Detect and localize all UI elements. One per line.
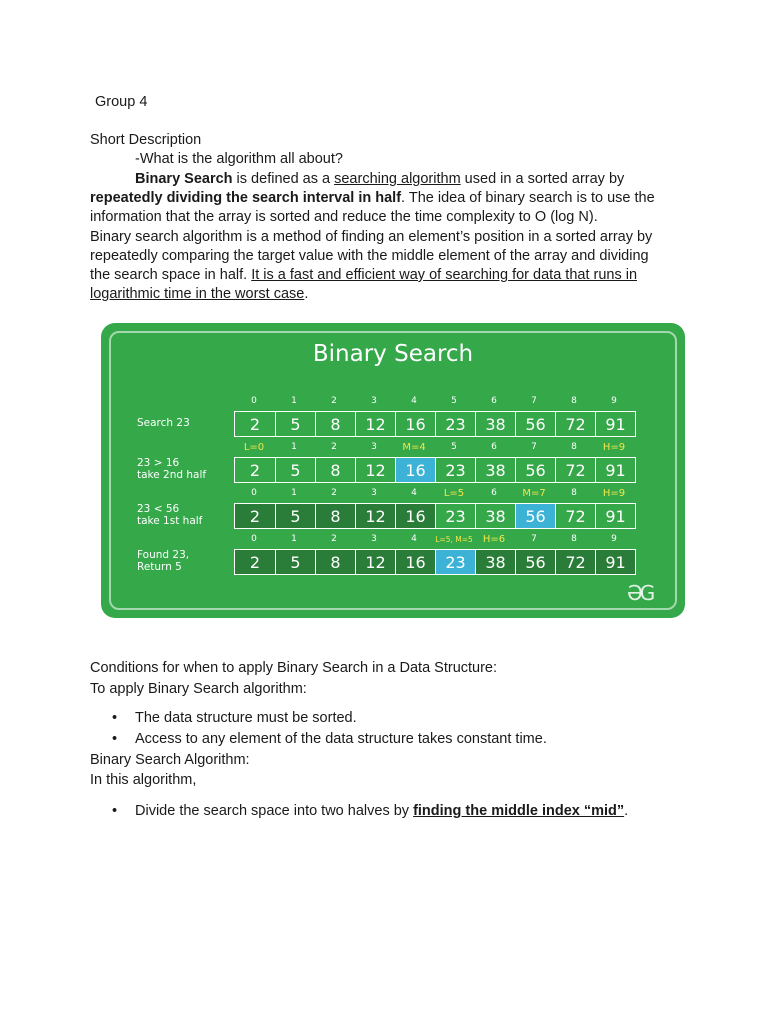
array-cell: 5	[275, 458, 315, 482]
pointer-label: L=5, M=5	[435, 535, 473, 544]
p1-text-f: . The idea of binary search is to use the	[401, 190, 655, 206]
index-label: 8	[571, 534, 577, 544]
binary-search-figure	[101, 323, 685, 618]
index-label: 3	[371, 488, 377, 498]
array-cell: 38	[475, 412, 515, 436]
geeksforgeeks-logo: ƏG	[627, 581, 653, 605]
pointer-label: H=9	[602, 488, 626, 499]
array-cell: 8	[315, 412, 355, 436]
paragraph2-line4	[90, 285, 308, 305]
p1-text-b: is defined as a	[232, 171, 335, 187]
index-label: 2	[331, 442, 337, 452]
array-cell: 56	[515, 412, 555, 436]
array-cell: 72	[555, 458, 595, 482]
array-cell: 2	[235, 550, 275, 574]
group-label: Group 4	[95, 94, 148, 110]
array-cell: 91	[595, 458, 635, 482]
paragraph2-line1: Binary search algorithm is a method of finding an element’s position in a sorted array by	[90, 229, 653, 245]
array-cell: 56	[515, 458, 555, 482]
array-cell: 8	[315, 458, 355, 482]
array-cell: 16	[395, 504, 435, 528]
row-label: Found 23, Return 5	[137, 549, 190, 573]
paragraph2-line2: repeatedly comparing the target value with the middle element of the array and dividing	[90, 248, 649, 264]
index-label: 4	[411, 488, 417, 498]
step1-emphasis: finding the middle index “mid”	[413, 803, 625, 819]
array-cell: 91	[595, 504, 635, 528]
index-label: 6	[491, 488, 497, 498]
array-cell: 8	[315, 550, 355, 574]
array-cell: 23	[435, 458, 475, 482]
paragraph1-line3: information that the array is sorted and reduce the time complexity to O (log N).	[90, 209, 598, 225]
array-cell: 38	[475, 458, 515, 482]
index-label: 3	[371, 396, 377, 406]
list-item	[90, 801, 628, 822]
row-label: 23 < 56 take 1st half	[137, 503, 203, 527]
index-label: 1	[291, 534, 297, 544]
index-label: 0	[251, 488, 257, 498]
array-cell: 5	[275, 412, 315, 436]
to-apply-line: To apply Binary Search algorithm:	[90, 681, 307, 697]
index-label: 5	[451, 442, 457, 452]
index-label: 9	[611, 534, 617, 544]
index-label: 0	[251, 396, 257, 406]
list-item: • The data structure must be sorted.	[90, 708, 547, 729]
algorithm-steps-list	[90, 801, 628, 822]
index-label: 8	[571, 488, 577, 498]
index-label: 6	[491, 442, 497, 452]
array-cell: 23	[435, 550, 475, 574]
p2-text-l4b: .	[304, 286, 309, 302]
array-cell: 38	[475, 504, 515, 528]
index-label: 8	[571, 396, 577, 406]
index-label: 7	[531, 534, 537, 544]
array-cell: 72	[555, 412, 595, 436]
paragraph1-line1	[135, 170, 624, 190]
p2-text-l3a: the search space in half.	[90, 267, 252, 283]
question-line: -What is the algorithm all about?	[135, 151, 343, 167]
array-cell: 2	[249, 414, 261, 434]
pointer-label: L=0	[243, 442, 265, 453]
index-label: 2	[331, 488, 337, 498]
array-cell: 5	[275, 550, 315, 574]
index-label: 1	[291, 488, 297, 498]
in-this-algorithm: In this algorithm,	[90, 772, 197, 788]
array-cell: 12	[355, 458, 395, 482]
array-cell: 72	[555, 504, 595, 528]
array-cell: 5	[275, 504, 315, 528]
index-label: 1	[291, 396, 297, 406]
array-row	[234, 411, 636, 437]
array-cell: 2	[235, 504, 275, 528]
index-label: 5	[451, 396, 457, 406]
index-label: 1	[291, 442, 297, 452]
array-cell: 23	[435, 504, 475, 528]
array-cell: 12	[355, 412, 395, 436]
term-binary-search: Binary Search	[135, 171, 233, 187]
array-cell: 2	[249, 460, 261, 480]
array-cell: 56	[515, 550, 555, 574]
link-searching-algorithm: searching algorithm	[334, 171, 461, 187]
conditions-heading: Conditions for when to apply Binary Search in a Data Structure:	[90, 660, 498, 676]
pointer-label: H=9	[602, 442, 626, 453]
array-cell: 16	[395, 550, 435, 574]
pointer-label: L=5	[443, 488, 465, 499]
array-cell: 16	[395, 412, 435, 436]
index-label: 9	[611, 396, 617, 406]
step1-period: .	[624, 803, 629, 819]
index-label: 2	[331, 396, 337, 406]
index-label: 8	[571, 442, 577, 452]
index-label: 4	[411, 534, 417, 544]
p2-underlined-l3b: It is a fast and efficient way of searching for data that runs in	[251, 267, 638, 283]
index-label: 0	[251, 534, 257, 544]
index-label: 3	[371, 442, 377, 452]
pointer-label: M=4	[402, 442, 426, 453]
p1-text-d: used in a sorted array by	[460, 171, 625, 187]
row-label: 23 > 16 take 2nd half	[137, 457, 207, 481]
algorithm-heading: Binary Search Algorithm:	[90, 752, 250, 768]
array-row	[234, 457, 636, 483]
array-cell: 16	[395, 458, 435, 482]
row-label: Search 23	[137, 417, 190, 429]
array-cell: 56	[515, 504, 555, 528]
array-cell: 91	[595, 412, 635, 436]
list-item: • Access to any element of the data structure takes constant time.	[90, 729, 547, 750]
conditions-list	[90, 708, 547, 750]
array-cell: 38	[475, 550, 515, 574]
index-label: 6	[491, 396, 497, 406]
array-cell: 12	[355, 504, 395, 528]
index-label: 3	[371, 534, 377, 544]
array-row	[234, 549, 636, 575]
p2-underlined-l4a: logarithmic time in the worst case	[90, 286, 305, 302]
short-description-heading: Short Description	[90, 132, 202, 148]
figure-title: Binary Search	[312, 341, 474, 367]
index-label: 7	[531, 442, 537, 452]
index-label: 7	[531, 396, 537, 406]
array-cell: 12	[355, 550, 395, 574]
index-label: 4	[411, 396, 417, 406]
paragraph1-line2	[90, 189, 655, 209]
array-row	[234, 503, 636, 529]
array-cell: 91	[595, 550, 635, 574]
array-cell: 8	[315, 504, 355, 528]
index-label: 2	[331, 534, 337, 544]
pointer-label: M=7	[522, 488, 546, 499]
array-cell: 72	[555, 550, 595, 574]
emphasis-dividing: repeatedly dividing the search interval in half	[90, 190, 402, 206]
pointer-label: H=6	[482, 534, 506, 545]
array-cell: 23	[435, 412, 475, 436]
paragraph2-line3	[90, 266, 637, 286]
step1-text: Divide the search space into two halves by	[135, 803, 414, 819]
